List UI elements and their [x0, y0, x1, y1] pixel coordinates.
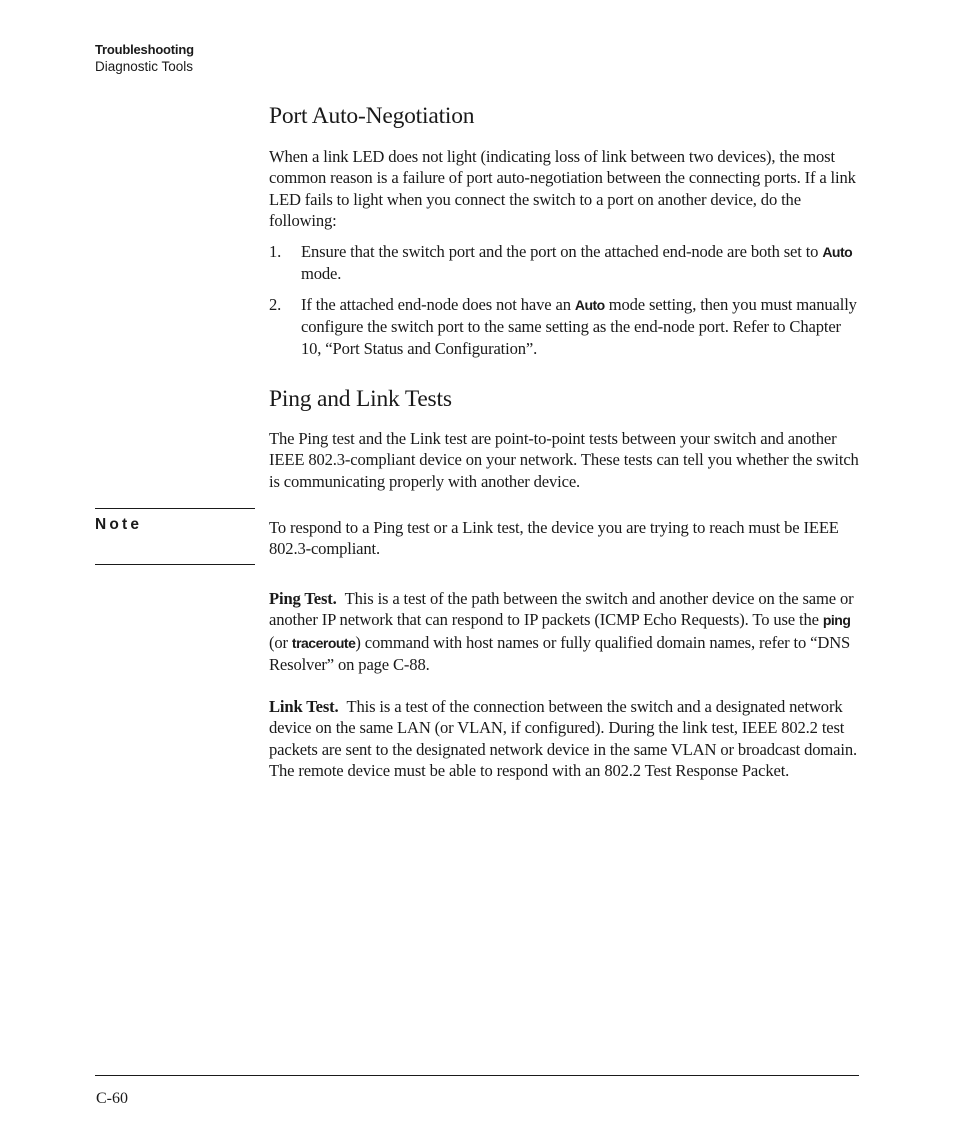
list-item-text-after: mode setting, then you must manually configure the switch port to the same setting as the end-node port. Refer to Chapter 10, “Port Status and Configuration”. — [301, 295, 857, 358]
command-traceroute: traceroute — [291, 634, 356, 651]
list-item-text-after: mode. — [301, 264, 342, 284]
ping-test-label: Ping Test. — [269, 589, 337, 608]
footer-rule — [95, 1075, 859, 1076]
ping-link-intro: The Ping test and the Link test are point-to-point tests between your switch and another IEEE 802.3-compliant device on your network. These tests can tell you whether the switch is communicating properly with another device. — [269, 429, 859, 491]
list-item-text-before: Ensure that the switch port and the port on the attached end-node are both set to — [301, 242, 823, 261]
page-number: C-60 — [96, 1090, 128, 1107]
list-item-number: 2. — [269, 295, 282, 314]
link-test-text: This is a test of the connection between the switch and a designated network device on the same LAN (or VLAN, if configured). During the link test, IEEE 802.2 test packets are sent to the designated network device in the same VLAN or broadcast domain. The remote device must be able to respond with an 802.2 Test Response Packet. — [269, 697, 857, 780]
list-item — [269, 241, 859, 285]
list-item-text — [301, 241, 859, 285]
note-text: To respond to a Ping test or a Link test, the device you are trying to reach must be IEEE 802.3-compliant. — [269, 518, 839, 559]
heading-port-auto-negotiation: Port Auto-Negotiation — [269, 103, 475, 129]
heading-ping-and-link-tests: Ping and Link Tests — [269, 386, 452, 412]
running-header — [95, 41, 194, 75]
note-bottom-rule — [95, 564, 255, 565]
note-label: Note — [95, 516, 143, 533]
ping-test-text-3: ) command with host names or fully qualified domain names, refer to “DNS Resolver” on page C-88. — [269, 632, 851, 674]
command-auto: Auto — [822, 244, 853, 260]
list-item — [269, 294, 859, 359]
command-ping: ping — [822, 612, 851, 629]
list-item-text-before: If the attached end-node does not have an — [301, 295, 575, 314]
link-test-paragraph — [269, 696, 859, 781]
section-title: Diagnostic Tools — [95, 59, 194, 74]
list-item-number: 1. — [269, 242, 282, 261]
list-item-text — [301, 294, 859, 359]
ping-test-text-1: This is a test of the path between the switch and another device on the same or another IP network that can respond to IP packets (ICMP Echo Requests). To use the — [269, 589, 854, 630]
command-auto: Auto — [574, 297, 605, 313]
ping-test-text-2: (or — [269, 632, 292, 652]
ping-test-paragraph — [269, 588, 859, 675]
note-top-rule — [95, 508, 255, 509]
chapter-title: Troubleshooting — [95, 42, 194, 57]
auto-negotiation-intro: When a link LED does not light (indicating loss of link between two devices), the most common reason is a failure of port auto-negotiation between the connecting ports. If a link LED fails to light when you connect the switch to a port on another device, do the following: — [269, 147, 856, 230]
link-test-label: Link Test. — [269, 697, 339, 716]
